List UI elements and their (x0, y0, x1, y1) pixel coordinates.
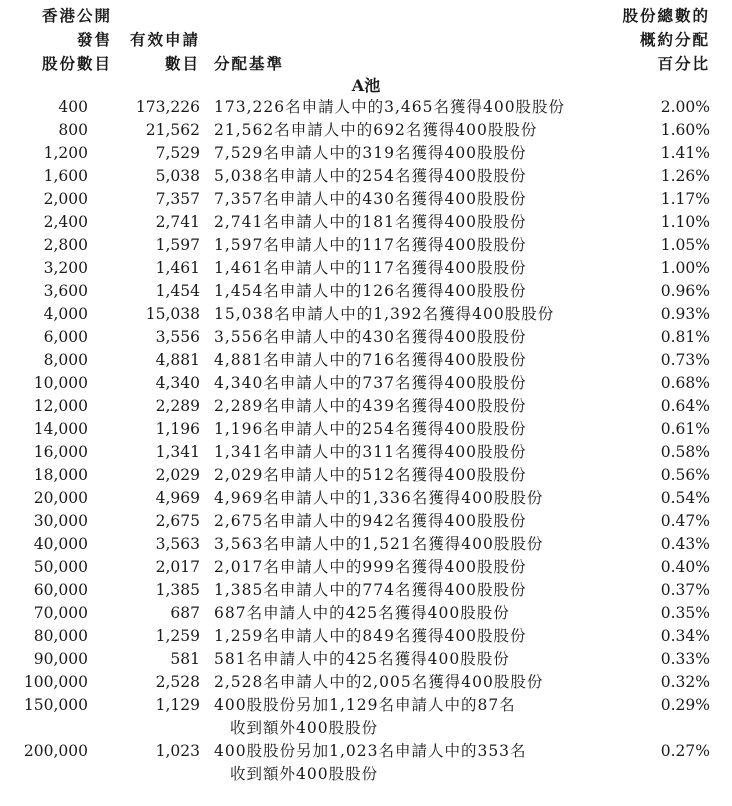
table-row (0, 280, 732, 303)
cell-applications: 1,341 (155, 443, 200, 461)
cell-percentage: 0.61% (660, 420, 710, 438)
basis-line: 3,556名申請人中的430名獲得400股股份 (214, 328, 527, 346)
table-row (0, 625, 732, 648)
header-line: 概約分配 (639, 30, 710, 49)
basis-line: 7,357名申請人中的430名獲得400股股份 (214, 190, 527, 208)
cell-applications: 4,969 (155, 489, 200, 507)
cell-applications: 2,675 (155, 512, 200, 530)
basis-line: 1,597名申請人中的117名獲得400股股份 (214, 236, 527, 254)
basis-line: 1,341名申請人中的311名獲得400股股份 (214, 443, 527, 461)
basis-line: 1,259名申請人中的849名獲得400股股份 (214, 627, 527, 645)
cell-applications: 5,038 (155, 167, 200, 185)
basis-line: 15,038名申請人中的1,392名獲得400股股份 (214, 305, 555, 323)
cell-percentage: 1.05% (660, 236, 710, 254)
basis-line: 21,562名申請人中的692名獲得400股股份 (214, 121, 538, 139)
basis-line: 7,529名申請人中的319名獲得400股股份 (214, 144, 527, 162)
cell-applications: 1,196 (155, 420, 200, 438)
cell-percentage: 0.56% (660, 466, 710, 484)
cell-shares: 90,000 (33, 650, 88, 668)
table-row (0, 418, 732, 441)
cell-applications: 4,340 (155, 374, 200, 392)
basis-line-continued: 收到額外400股股份 (230, 719, 379, 737)
basis-line: 2,017名申請人中的999名獲得400股股份 (214, 558, 527, 576)
basis-line: 2,528名申請人中的2,005名獲得400股股份 (214, 673, 544, 691)
cell-shares: 8,000 (43, 351, 88, 369)
allotment-rows (0, 96, 732, 786)
table-row (0, 119, 732, 142)
table-row (0, 165, 732, 188)
cell-percentage: 0.93% (660, 305, 710, 323)
cell-applications: 3,563 (155, 535, 200, 553)
table-row (0, 234, 732, 257)
cell-basis (214, 165, 594, 188)
cell-basis (214, 671, 594, 694)
cell-percentage: 0.27% (660, 742, 710, 760)
cell-percentage: 1.60% (660, 121, 710, 139)
header-basis-of-allotment: 分配基準 (214, 54, 285, 73)
cell-applications: 1,385 (155, 581, 200, 599)
cell-applications: 1,454 (155, 282, 200, 300)
basis-line: 687名申請人中的425名獲得400股股份 (214, 604, 510, 622)
cell-basis (214, 510, 594, 533)
cell-basis (214, 142, 594, 165)
basis-line-continued: 收到額外400股股份 (230, 765, 379, 783)
basis-line: 4,340名申請人中的737名獲得400股股份 (214, 374, 527, 392)
table-row (0, 487, 732, 510)
cell-percentage: 0.29% (660, 696, 710, 714)
cell-applications: 2,289 (155, 397, 200, 415)
cell-shares: 200,000 (23, 742, 88, 760)
cell-shares: 30,000 (33, 512, 88, 530)
cell-shares: 3,600 (43, 282, 88, 300)
cell-applications: 2,017 (155, 558, 200, 576)
table-row (0, 648, 732, 671)
table-row (0, 556, 732, 579)
cell-percentage: 0.81% (660, 328, 710, 346)
header-approx-percentage (560, 4, 710, 76)
cell-applications: 15,038 (145, 305, 200, 323)
cell-basis (214, 119, 594, 142)
table-row (0, 464, 732, 487)
cell-shares: 100,000 (23, 673, 88, 691)
cell-basis (214, 602, 594, 625)
cell-percentage: 1.41% (660, 144, 710, 162)
header-line: 百分比 (657, 54, 710, 73)
cell-percentage: 0.40% (660, 558, 710, 576)
cell-basis (214, 694, 594, 740)
basis-line: 2,029名申請人中的512名獲得400股股份 (214, 466, 527, 484)
cell-basis (214, 211, 594, 234)
table-row (0, 441, 732, 464)
cell-basis (214, 487, 594, 510)
cell-basis (214, 326, 594, 349)
basis-line: 2,289名申請人中的439名獲得400股股份 (214, 397, 527, 415)
cell-applications: 4,881 (155, 351, 200, 369)
cell-basis (214, 96, 594, 119)
cell-basis (214, 556, 594, 579)
basis-line: 3,563名申請人中的1,521名獲得400股股份 (214, 535, 544, 553)
cell-shares: 16,000 (33, 443, 88, 461)
cell-applications: 173,226 (135, 98, 200, 116)
cell-shares: 14,000 (33, 420, 88, 438)
cell-shares: 4,000 (43, 305, 88, 323)
cell-shares: 70,000 (33, 604, 88, 622)
cell-basis (214, 395, 594, 418)
header-line: 股份數目 (41, 54, 112, 73)
table-row (0, 349, 732, 372)
cell-percentage: 2.00% (660, 98, 710, 116)
cell-applications: 2,528 (155, 673, 200, 691)
table-row (0, 740, 732, 786)
cell-shares: 12,000 (33, 397, 88, 415)
cell-applications: 7,357 (155, 190, 200, 208)
cell-applications: 2,741 (155, 213, 200, 231)
basis-line: 1,454名申請人中的126名獲得400股股份 (214, 282, 527, 300)
cell-basis (214, 625, 594, 648)
cell-percentage: 1.26% (660, 167, 710, 185)
cell-applications: 687 (170, 604, 200, 622)
cell-shares: 60,000 (33, 581, 88, 599)
cell-percentage: 1.17% (660, 190, 710, 208)
cell-basis (214, 349, 594, 372)
cell-shares: 150,000 (23, 696, 88, 714)
basis-line: 400股股份另加1,023名申請人中的353名 (214, 742, 527, 760)
table-row (0, 326, 732, 349)
cell-percentage: 0.54% (660, 489, 710, 507)
cell-percentage: 0.37% (660, 581, 710, 599)
header-hk-offer-shares (6, 4, 112, 76)
cell-applications: 1,129 (155, 696, 200, 714)
cell-percentage: 0.34% (660, 627, 710, 645)
table-row (0, 96, 732, 119)
cell-basis (214, 648, 594, 671)
cell-percentage: 1.10% (660, 213, 710, 231)
header-line: 有效申請 (129, 30, 200, 49)
pool-title: A池 (351, 76, 381, 95)
table-row (0, 395, 732, 418)
cell-shares: 6,000 (43, 328, 88, 346)
header-line: 數目 (164, 54, 200, 73)
cell-percentage: 0.73% (660, 351, 710, 369)
cell-percentage: 0.32% (660, 673, 710, 691)
cell-applications: 1,259 (155, 627, 200, 645)
cell-applications: 1,461 (155, 259, 200, 277)
basis-line: 2,675名申請人中的942名獲得400股股份 (214, 512, 527, 530)
table-row (0, 211, 732, 234)
table-row (0, 257, 732, 280)
table-row (0, 142, 732, 165)
cell-shares: 10,000 (33, 374, 88, 392)
cell-percentage: 0.64% (660, 397, 710, 415)
table-row (0, 372, 732, 395)
cell-basis (214, 579, 594, 602)
table-row (0, 188, 732, 211)
basis-line: 400股股份另加1,129名申請人中的87名 (214, 696, 516, 714)
cell-percentage: 0.33% (660, 650, 710, 668)
table-row (0, 510, 732, 533)
basis-line: 1,461名申請人中的117名獲得400股股份 (214, 259, 527, 277)
cell-percentage: 0.58% (660, 443, 710, 461)
cell-percentage: 0.43% (660, 535, 710, 553)
cell-shares: 1,200 (43, 144, 88, 162)
cell-shares: 800 (58, 121, 88, 139)
header-line: 香港公開 (41, 6, 112, 25)
cell-shares: 20,000 (33, 489, 88, 507)
cell-basis (214, 441, 594, 464)
basis-line: 5,038名申請人中的254名獲得400股股份 (214, 167, 527, 185)
cell-shares: 2,000 (43, 190, 88, 208)
cell-basis (214, 257, 594, 280)
cell-percentage: 0.96% (660, 282, 710, 300)
cell-basis (214, 303, 594, 326)
table-row (0, 533, 732, 556)
cell-shares: 50,000 (33, 558, 88, 576)
cell-applications: 21,562 (145, 121, 200, 139)
cell-applications: 2,029 (155, 466, 200, 484)
cell-percentage: 0.68% (660, 374, 710, 392)
basis-line: 581名申請人中的425名獲得400股股份 (214, 650, 510, 668)
basis-line: 1,385名申請人中的774名獲得400股股份 (214, 581, 527, 599)
cell-shares: 80,000 (33, 627, 88, 645)
cell-shares: 3,200 (43, 259, 88, 277)
cell-basis (214, 740, 594, 786)
cell-shares: 40,000 (33, 535, 88, 553)
cell-basis (214, 188, 594, 211)
cell-percentage: 0.35% (660, 604, 710, 622)
cell-basis (214, 234, 594, 257)
header-line: 股份總數的 (622, 6, 710, 25)
header-line: 發售 (76, 30, 112, 49)
header-valid-applications (118, 28, 200, 76)
cell-applications: 1,597 (155, 236, 200, 254)
cell-shares: 1,600 (43, 167, 88, 185)
cell-applications: 3,556 (155, 328, 200, 346)
cell-percentage: 1.00% (660, 259, 710, 277)
cell-shares: 2,400 (43, 213, 88, 231)
table-row (0, 579, 732, 602)
cell-applications: 1,023 (155, 742, 200, 760)
cell-shares: 2,800 (43, 236, 88, 254)
cell-basis (214, 372, 594, 395)
cell-shares: 18,000 (33, 466, 88, 484)
cell-basis (214, 418, 594, 441)
table-row (0, 303, 732, 326)
cell-applications: 581 (170, 650, 200, 668)
basis-line: 1,196名申請人中的254名獲得400股股份 (214, 420, 527, 438)
cell-basis (214, 464, 594, 487)
basis-line: 4,969名申請人中的1,336名獲得400股股份 (214, 489, 544, 507)
cell-applications: 7,529 (155, 144, 200, 162)
basis-line: 2,741名申請人中的181名獲得400股股份 (214, 213, 527, 231)
cell-percentage: 0.47% (660, 512, 710, 530)
basis-line: 4,881名申請人中的716名獲得400股股份 (214, 351, 527, 369)
table-row (0, 602, 732, 625)
cell-basis (214, 533, 594, 556)
cell-basis (214, 280, 594, 303)
table-row (0, 671, 732, 694)
basis-line: 173,226名申請人中的3,465名獲得400股股份 (214, 98, 566, 116)
table-row (0, 694, 732, 740)
cell-shares: 400 (58, 98, 88, 116)
